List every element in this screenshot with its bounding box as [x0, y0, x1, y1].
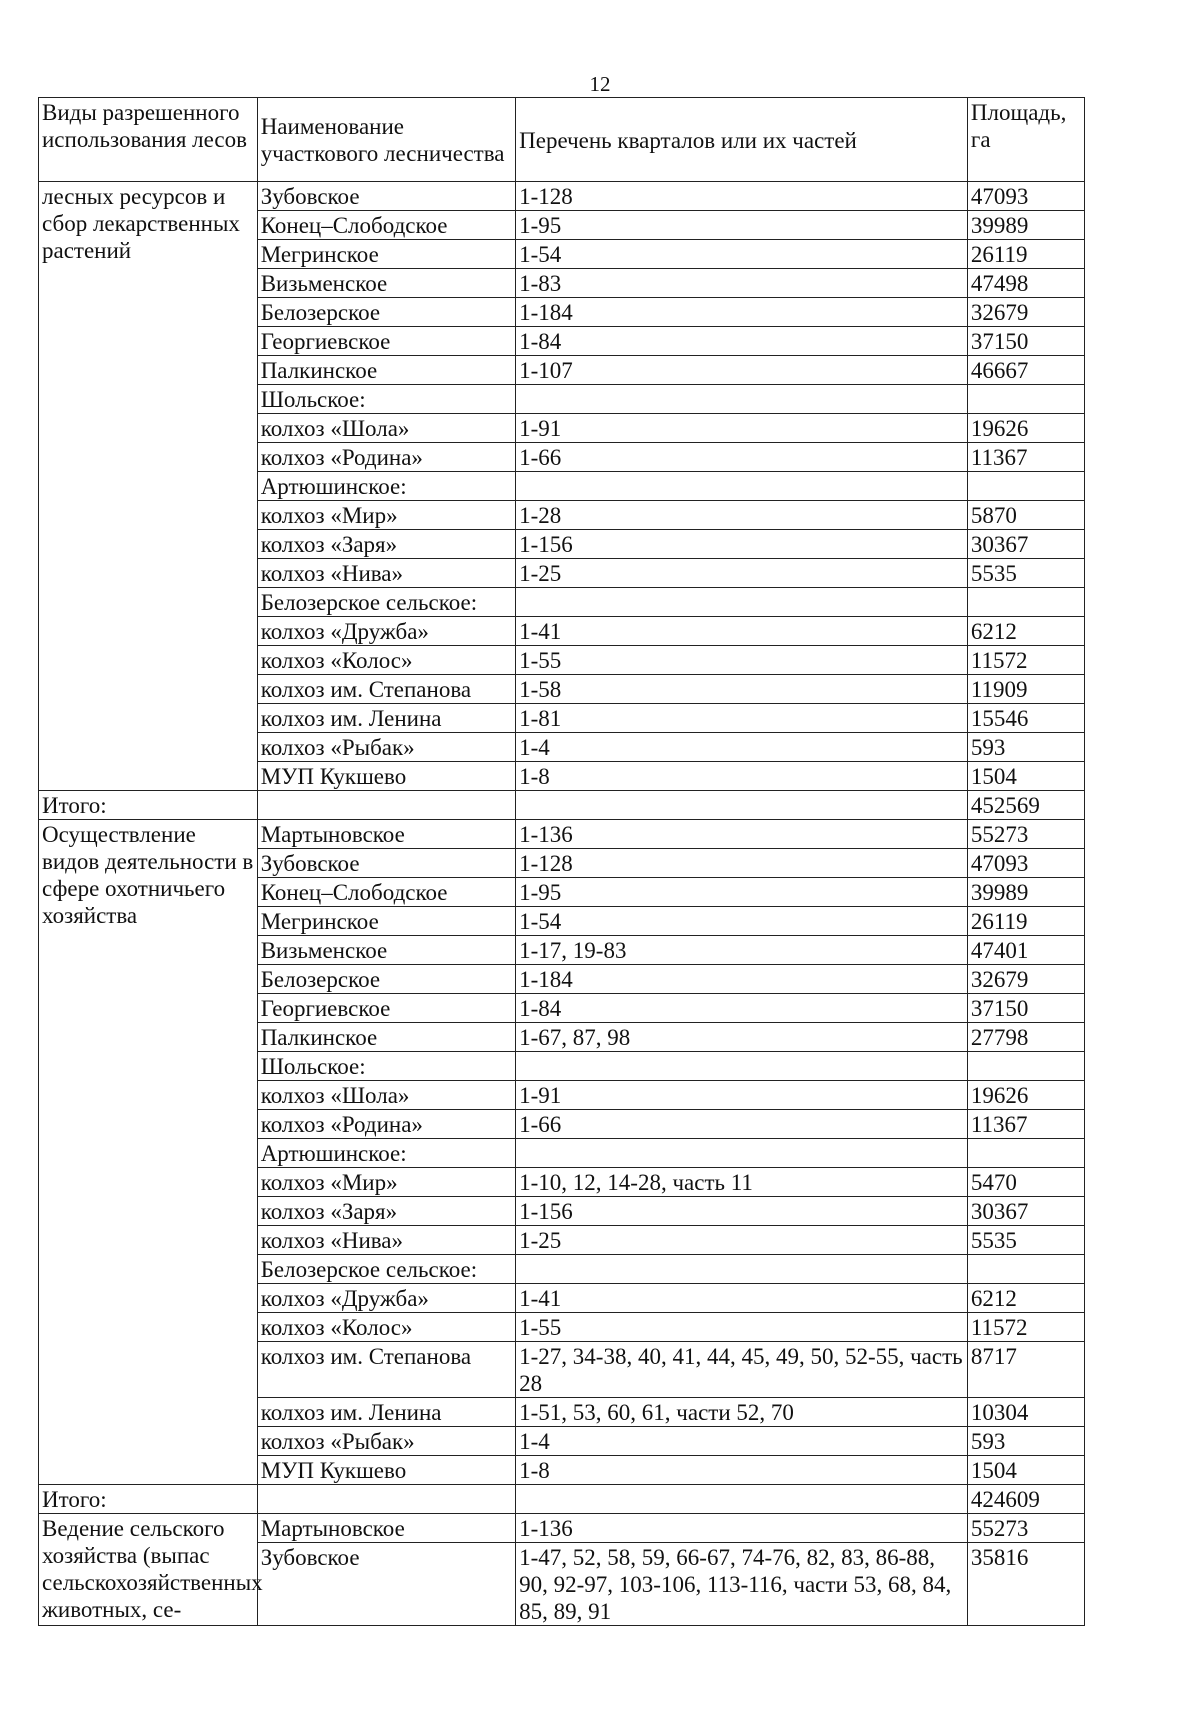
district-cell: Мартыновское [257, 1514, 515, 1543]
quarters-cell: 1-27, 34-38, 40, 41, 44, 45, 49, 50, 52-55, часть 28 [516, 1342, 968, 1398]
quarters-cell [516, 1139, 968, 1168]
quarters-cell: 1-41 [516, 617, 968, 646]
total-area: 424609 [967, 1485, 1084, 1514]
quarters-cell: 1-67, 87, 98 [516, 1023, 968, 1052]
quarters-cell: 1-54 [516, 907, 968, 936]
district-cell: колхоз «Шола» [257, 414, 515, 443]
page-number: 12 [589, 72, 611, 96]
district-cell: колхоз «Дружба» [257, 617, 515, 646]
quarters-cell [516, 385, 968, 414]
quarters-cell: 1-55 [516, 646, 968, 675]
table-header-row [39, 98, 1085, 182]
district-cell: Георгиевское [257, 994, 515, 1023]
district-cell: Георгиевское [257, 327, 515, 356]
area-cell: 5535 [967, 559, 1084, 588]
area-cell: 5535 [967, 1226, 1084, 1255]
quarters-cell: 1-41 [516, 1284, 968, 1313]
header-district: Наименование участкового лесничества [257, 98, 515, 182]
quarters-cell [516, 1255, 968, 1284]
district-cell: колхоз им. Ленина [257, 1398, 515, 1427]
district-cell: Белозерское сельское: [257, 1255, 515, 1284]
area-cell [967, 1052, 1084, 1081]
area-cell [967, 1255, 1084, 1284]
area-cell: 32679 [967, 298, 1084, 327]
use-kind-cell: Ведение сельского хозяйства (выпас сельскохозяйственных животных, се- [39, 1514, 258, 1626]
area-cell: 6212 [967, 617, 1084, 646]
area-cell: 5870 [967, 501, 1084, 530]
quarters-cell: 1-47, 52, 58, 59, 66-67, 74-76, 82, 83, 86-88, 90, 92-97, 103-106, 113-116, части 53, 68, 84, 85, 89, 91 [516, 1543, 968, 1626]
table-row [39, 820, 1085, 849]
district-cell: Белозерское сельское: [257, 588, 515, 617]
total-empty-quarters [516, 791, 968, 820]
total-empty-district [257, 791, 515, 820]
area-cell: 8717 [967, 1342, 1084, 1398]
quarters-cell: 1-136 [516, 1514, 968, 1543]
district-cell: Палкинское [257, 1023, 515, 1052]
total-area: 452569 [967, 791, 1084, 820]
area-cell: 15546 [967, 704, 1084, 733]
district-cell: колхоз «Нива» [257, 559, 515, 588]
area-cell: 37150 [967, 994, 1084, 1023]
area-cell: 55273 [967, 820, 1084, 849]
quarters-cell: 1-128 [516, 182, 968, 211]
quarters-cell: 1-156 [516, 530, 968, 559]
header-quarters: Перечень кварталов или их частей [516, 98, 968, 182]
district-cell: колхоз «Родина» [257, 443, 515, 472]
quarters-cell: 1-54 [516, 240, 968, 269]
quarters-cell [516, 1052, 968, 1081]
area-cell: 26119 [967, 907, 1084, 936]
forest-use-table [38, 97, 1085, 1626]
quarters-cell: 1-156 [516, 1197, 968, 1226]
district-cell: колхоз «Рыбак» [257, 733, 515, 762]
quarters-cell: 1-10, 12, 14-28, часть 11 [516, 1168, 968, 1197]
quarters-cell: 1-4 [516, 1427, 968, 1456]
quarters-cell: 1-8 [516, 1456, 968, 1485]
area-cell: 30367 [967, 1197, 1084, 1226]
district-cell: Зубовское [257, 1543, 515, 1626]
total-empty-district [257, 1485, 515, 1514]
district-cell: Визьменское [257, 936, 515, 965]
area-cell: 1504 [967, 762, 1084, 791]
quarters-cell: 1-95 [516, 878, 968, 907]
district-cell: колхоз «Заря» [257, 530, 515, 559]
area-cell [967, 385, 1084, 414]
quarters-cell: 1-84 [516, 994, 968, 1023]
quarters-cell: 1-8 [516, 762, 968, 791]
quarters-cell: 1-184 [516, 298, 968, 327]
quarters-cell: 1-58 [516, 675, 968, 704]
quarters-cell [516, 588, 968, 617]
district-cell: колхоз им. Ленина [257, 704, 515, 733]
district-cell: Зубовское [257, 849, 515, 878]
quarters-cell: 1-55 [516, 1313, 968, 1342]
district-cell: Мегринское [257, 240, 515, 269]
district-cell: Белозерское [257, 298, 515, 327]
quarters-cell: 1-107 [516, 356, 968, 385]
total-label: Итого: [39, 791, 258, 820]
area-cell: 27798 [967, 1023, 1084, 1052]
district-cell: колхоз им. Степанова [257, 1342, 515, 1398]
header-area: Площадь, га [967, 98, 1084, 182]
area-cell: 11367 [967, 1110, 1084, 1139]
district-cell: колхоз «Шола» [257, 1081, 515, 1110]
district-cell: МУП Кукшево [257, 1456, 515, 1485]
area-cell: 35816 [967, 1543, 1084, 1626]
table-row [39, 182, 1085, 211]
quarters-cell: 1-81 [516, 704, 968, 733]
quarters-cell: 1-51, 53, 60, 61, части 52, 70 [516, 1398, 968, 1427]
district-cell: Шольское: [257, 385, 515, 414]
quarters-cell: 1-17, 19-83 [516, 936, 968, 965]
area-cell: 46667 [967, 356, 1084, 385]
district-cell: Артюшинское: [257, 472, 515, 501]
district-cell: Конец–Слободское [257, 878, 515, 907]
total-label: Итого: [39, 1485, 258, 1514]
area-cell: 26119 [967, 240, 1084, 269]
district-cell: колхоз «Колос» [257, 1313, 515, 1342]
district-cell: колхоз «Дружба» [257, 1284, 515, 1313]
district-cell: Визьменское [257, 269, 515, 298]
area-cell: 11572 [967, 646, 1084, 675]
area-cell: 32679 [967, 965, 1084, 994]
district-cell: колхоз «Мир» [257, 1168, 515, 1197]
district-cell: колхоз «Родина» [257, 1110, 515, 1139]
quarters-cell: 1-66 [516, 1110, 968, 1139]
area-cell: 11909 [967, 675, 1084, 704]
use-kind-cell: лесных ресурсов и сбор лекарственных растений [39, 182, 258, 791]
area-cell: 11572 [967, 1313, 1084, 1342]
area-cell: 11367 [967, 443, 1084, 472]
quarters-cell: 1-136 [516, 820, 968, 849]
quarters-cell: 1-84 [516, 327, 968, 356]
district-cell: Палкинское [257, 356, 515, 385]
use-kind-cell: Осуществление видов деятельности в сфере охотничьего хозяйства [39, 820, 258, 1485]
area-cell: 37150 [967, 327, 1084, 356]
quarters-cell: 1-83 [516, 269, 968, 298]
total-empty-quarters [516, 1485, 968, 1514]
quarters-cell: 1-184 [516, 965, 968, 994]
total-row [39, 791, 1085, 820]
area-cell: 47498 [967, 269, 1084, 298]
area-cell: 39989 [967, 878, 1084, 907]
quarters-cell: 1-91 [516, 1081, 968, 1110]
area-cell [967, 588, 1084, 617]
district-cell: МУП Кукшево [257, 762, 515, 791]
district-cell: Артюшинское: [257, 1139, 515, 1168]
area-cell: 19626 [967, 414, 1084, 443]
area-cell: 55273 [967, 1514, 1084, 1543]
area-cell: 6212 [967, 1284, 1084, 1313]
district-cell: колхоз «Колос» [257, 646, 515, 675]
total-row [39, 1485, 1085, 1514]
district-cell: Зубовское [257, 182, 515, 211]
quarters-cell: 1-91 [516, 414, 968, 443]
area-cell: 19626 [967, 1081, 1084, 1110]
area-cell: 47401 [967, 936, 1084, 965]
area-cell: 1504 [967, 1456, 1084, 1485]
area-cell: 10304 [967, 1398, 1084, 1427]
district-cell: колхоз «Нива» [257, 1226, 515, 1255]
quarters-cell: 1-25 [516, 1226, 968, 1255]
quarters-cell: 1-25 [516, 559, 968, 588]
area-cell: 39989 [967, 211, 1084, 240]
area-cell: 593 [967, 733, 1084, 762]
area-cell: 593 [967, 1427, 1084, 1456]
area-cell [967, 1139, 1084, 1168]
area-cell: 5470 [967, 1168, 1084, 1197]
quarters-cell: 1-28 [516, 501, 968, 530]
table-row [39, 1514, 1085, 1543]
district-cell: Конец–Слободское [257, 211, 515, 240]
quarters-cell: 1-128 [516, 849, 968, 878]
district-cell: Шольское: [257, 1052, 515, 1081]
area-cell [967, 472, 1084, 501]
area-cell: 30367 [967, 530, 1084, 559]
quarters-cell: 1-66 [516, 443, 968, 472]
area-cell: 47093 [967, 182, 1084, 211]
district-cell: Белозерское [257, 965, 515, 994]
quarters-cell: 1-95 [516, 211, 968, 240]
header-kind: Виды разрешенного использования лесов [39, 98, 258, 182]
quarters-cell [516, 472, 968, 501]
district-cell: колхоз «Мир» [257, 501, 515, 530]
area-cell: 47093 [967, 849, 1084, 878]
district-cell: колхоз «Заря» [257, 1197, 515, 1226]
district-cell: Мегринское [257, 907, 515, 936]
district-cell: колхоз им. Степанова [257, 675, 515, 704]
quarters-cell: 1-4 [516, 733, 968, 762]
district-cell: Мартыновское [257, 820, 515, 849]
district-cell: колхоз «Рыбак» [257, 1427, 515, 1456]
